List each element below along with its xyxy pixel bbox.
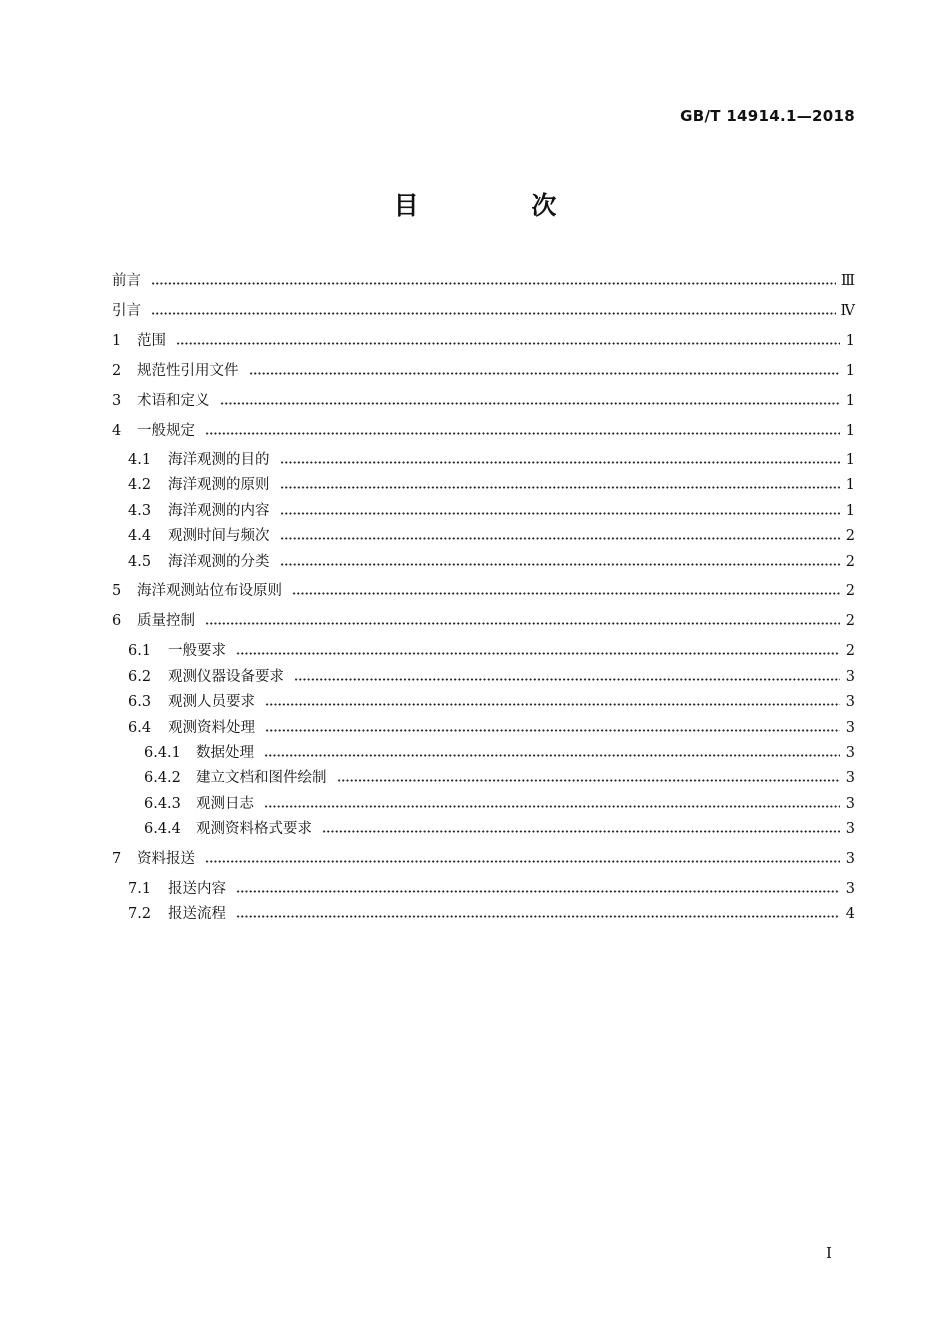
dot-leader <box>294 678 840 681</box>
dot-leader <box>280 486 841 489</box>
toc-entry-number: 6.4 <box>128 720 152 736</box>
toc-entry[interactable] <box>112 903 855 925</box>
toc-entry-title: 规范性引用文件 <box>137 363 239 379</box>
toc-entry-title: 观测资料格式要求 <box>196 821 312 837</box>
dot-leader <box>280 512 841 515</box>
toc-entry-page: 4 <box>845 906 855 922</box>
toc-entry[interactable] <box>112 500 855 522</box>
toc-entry-page: 2 <box>845 643 855 659</box>
dot-leader <box>280 461 841 464</box>
dot-leader <box>236 652 840 655</box>
toc-entry[interactable] <box>112 610 855 632</box>
toc-entry-number: 2 <box>112 363 122 379</box>
toc-entry-number: 4.3 <box>128 503 152 519</box>
dot-leader <box>292 592 840 595</box>
toc-entry[interactable] <box>112 525 855 547</box>
toc-entry[interactable] <box>112 300 855 322</box>
toc-entry-title: 海洋观测的内容 <box>168 503 270 519</box>
toc-entry[interactable] <box>112 742 855 764</box>
toc-entry[interactable] <box>112 551 855 573</box>
toc-entry[interactable] <box>112 666 855 688</box>
toc-entry-page: Ⅲ <box>841 273 855 289</box>
toc-entry[interactable] <box>112 848 855 870</box>
toc-entry-number: 6 <box>112 613 122 629</box>
toc-entry-title: 质量控制 <box>137 613 195 629</box>
dot-leader <box>265 729 840 732</box>
toc-entry-number: 1 <box>112 333 122 349</box>
toc-entry[interactable] <box>112 717 855 739</box>
toc-entry-title: 观测日志 <box>196 796 254 812</box>
toc-entry-page: 2 <box>845 583 855 599</box>
toc-entry[interactable] <box>112 330 855 352</box>
toc-entry-page: Ⅳ <box>840 303 855 319</box>
toc-entry-page: 2 <box>845 528 855 544</box>
dot-leader <box>337 779 841 782</box>
toc-entry-page: 3 <box>845 821 855 837</box>
toc-entry-title: 观测人员要求 <box>168 694 255 710</box>
toc-entry-number: 6.3 <box>128 694 152 710</box>
toc-entry-title: 引言 <box>112 303 141 319</box>
table-of-contents <box>112 0 855 1335</box>
toc-entry[interactable] <box>112 818 855 840</box>
toc-entry-page: 1 <box>845 452 855 468</box>
dot-leader <box>205 622 840 625</box>
toc-entry[interactable] <box>112 640 855 662</box>
dot-leader <box>280 537 841 540</box>
toc-title: 目 次 <box>393 191 609 220</box>
toc-entry-number: 6.4.1 <box>144 745 181 761</box>
toc-entry[interactable] <box>112 360 855 382</box>
toc-entry-title: 海洋观测站位布设原则 <box>137 583 282 599</box>
toc-entry-page: 1 <box>845 333 855 349</box>
toc-entry-title: 术语和定义 <box>137 393 210 409</box>
toc-entry-number: 7.1 <box>128 881 152 897</box>
toc-entry-title: 建立文档和图件绘制 <box>196 770 327 786</box>
toc-entry-title: 前言 <box>112 273 141 289</box>
dot-leader <box>236 890 840 893</box>
dot-leader <box>151 282 836 285</box>
toc-entry-page: 3 <box>845 881 855 897</box>
toc-entry-number: 4.4 <box>128 528 152 544</box>
toc-entry-title: 一般规定 <box>137 423 195 439</box>
toc-entry[interactable] <box>112 270 855 292</box>
toc-entry-title: 报送流程 <box>168 906 226 922</box>
dot-leader <box>151 312 836 315</box>
toc-entry-page: 3 <box>845 694 855 710</box>
toc-entry-number: 6.2 <box>128 669 152 685</box>
dot-leader <box>265 703 840 706</box>
toc-entry-page: 3 <box>845 770 855 786</box>
toc-entry-number: 7 <box>112 851 122 867</box>
toc-entry-page: 3 <box>845 796 855 812</box>
toc-entry-page: 1 <box>845 423 855 439</box>
toc-entry-number: 4 <box>112 423 122 439</box>
toc-entry-page: 3 <box>845 851 855 867</box>
toc-entry-number: 4.5 <box>128 554 152 570</box>
toc-entry-title: 资料报送 <box>137 851 195 867</box>
standard-number: GB/T 14914.1—2018 <box>680 107 855 125</box>
toc-entry-number: 6.1 <box>128 643 152 659</box>
toc-entry-number: 4.1 <box>128 452 152 468</box>
toc-entry-title: 观测仪器设备要求 <box>168 669 284 685</box>
toc-entry-title: 海洋观测的原则 <box>168 477 270 493</box>
toc-entry[interactable] <box>112 390 855 412</box>
page-folio: I <box>826 1244 832 1262</box>
toc-entry-title: 观测时间与频次 <box>168 528 270 544</box>
toc-entry-number: 3 <box>112 393 122 409</box>
toc-entry-title: 海洋观测的分类 <box>168 554 270 570</box>
dot-leader <box>176 342 840 345</box>
dot-leader <box>205 860 840 863</box>
dot-leader <box>205 432 840 435</box>
toc-entry-page: 2 <box>845 613 855 629</box>
dot-leader <box>264 754 840 757</box>
dot-leader <box>280 563 841 566</box>
toc-entry[interactable] <box>112 878 855 900</box>
toc-entry-page: 3 <box>845 669 855 685</box>
toc-entry[interactable] <box>112 474 855 496</box>
toc-entry-page: 3 <box>845 745 855 761</box>
toc-entry[interactable] <box>112 420 855 442</box>
toc-entry[interactable] <box>112 767 855 789</box>
toc-entry-number: 5 <box>112 583 122 599</box>
dot-leader <box>249 372 841 375</box>
toc-entry-page: 1 <box>845 363 855 379</box>
toc-entry-page: 1 <box>845 503 855 519</box>
dot-leader <box>322 830 840 833</box>
toc-entry-number: 6.4.3 <box>144 796 181 812</box>
toc-entry[interactable] <box>112 580 855 602</box>
toc-entry-title: 一般要求 <box>168 643 226 659</box>
toc-entry-number: 6.4.2 <box>144 770 181 786</box>
dot-leader <box>236 915 840 918</box>
toc-entry-page: 1 <box>845 477 855 493</box>
toc-entry-title: 海洋观测的目的 <box>168 452 270 468</box>
toc-entry[interactable] <box>112 793 855 815</box>
toc-entry-number: 7.2 <box>128 906 152 922</box>
toc-entry-title: 数据处理 <box>196 745 254 761</box>
dot-leader <box>264 805 840 808</box>
toc-entry-title: 范围 <box>137 333 166 349</box>
dot-leader <box>220 402 841 405</box>
toc-entry[interactable] <box>112 691 855 713</box>
toc-entry-page: 2 <box>845 554 855 570</box>
toc-entry-title: 观测资料处理 <box>168 720 255 736</box>
toc-entry-title: 报送内容 <box>168 881 226 897</box>
toc-entry-number: 4.2 <box>128 477 152 493</box>
toc-entry-page: 1 <box>845 393 855 409</box>
toc-entry[interactable] <box>112 449 855 471</box>
toc-entry-page: 3 <box>845 720 855 736</box>
toc-entry-number: 6.4.4 <box>144 821 181 837</box>
